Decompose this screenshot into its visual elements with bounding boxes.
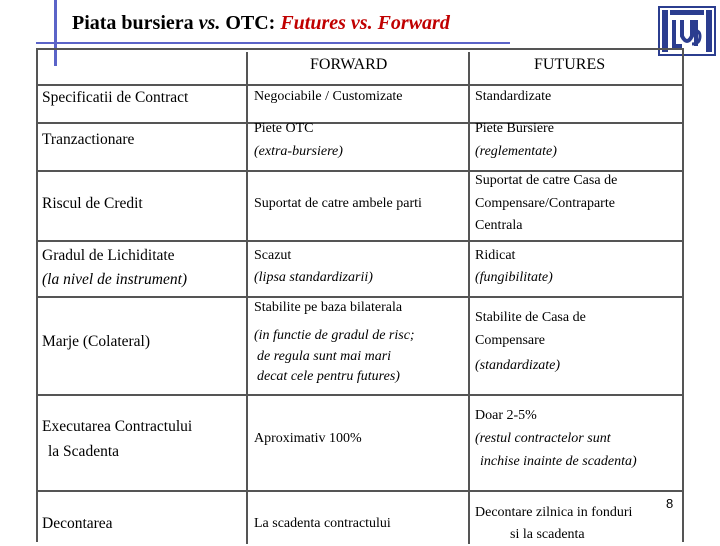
- futures-cell: inchise inainte de scadenta): [480, 454, 637, 469]
- forward-cell: (extra-bursiere): [254, 144, 343, 159]
- row-divider: [38, 122, 682, 124]
- forward-cell: Suportat de catre ambele parti: [254, 196, 422, 211]
- futures-cell: Standardizate: [475, 89, 552, 104]
- forward-cell: Scazut: [254, 248, 292, 263]
- row-label: Decontarea: [42, 515, 113, 532]
- column-divider-1: [246, 52, 248, 544]
- column-divider-2: [468, 52, 470, 544]
- futures-cell: (restul contractelor sunt: [475, 431, 611, 446]
- futures-cell: Compensare/Contraparte: [475, 196, 615, 211]
- slide-title: [72, 12, 450, 35]
- title-highlight: Futures vs. Forward: [280, 12, 450, 34]
- row-label: Specificatii de Contract: [42, 89, 189, 106]
- forward-cell: Aproximativ 100%: [254, 431, 362, 446]
- futures-cell: (fungibilitate): [475, 270, 553, 285]
- row-label: Executarea Contractului: [42, 418, 193, 435]
- futures-cell: si la scadenta: [510, 527, 585, 542]
- forward-cell: de regula sunt mai mari: [257, 349, 392, 364]
- row-label: (la nivel de instrument): [42, 271, 188, 288]
- futures-cell: Piete Bursiere: [475, 121, 554, 136]
- forward-cell: (in functie de gradul de risc;: [254, 328, 415, 343]
- row-divider: [38, 394, 682, 396]
- forward-cell: Negociabile / Customizate: [254, 89, 403, 104]
- title-part2: OTC:: [220, 12, 281, 34]
- page-number: 8: [666, 496, 674, 511]
- forward-cell: decat cele pentru futures): [257, 369, 400, 384]
- futures-cell: (reglementate): [475, 144, 557, 159]
- futures-cell: Stabilite de Casa de: [475, 310, 586, 325]
- futures-cell: Ridicat: [475, 248, 516, 263]
- row-label: Marje (Colateral): [42, 333, 151, 350]
- futures-cell: Compensare: [475, 333, 545, 348]
- header-futures: FUTURES: [534, 56, 606, 73]
- row-divider: [38, 240, 682, 242]
- title-accent-horizontal-line: [36, 42, 510, 44]
- futures-cell: Decontare zilnica in fonduri: [475, 505, 633, 520]
- row-divider: [38, 490, 682, 492]
- forward-cell: (lipsa standardizarii): [254, 270, 373, 285]
- futures-cell: Doar 2-5%: [475, 408, 537, 423]
- title-part1: Piata bursiera: [72, 12, 199, 34]
- forward-cell: Stabilite pe baza bilaterala: [254, 300, 403, 315]
- row-label: Riscul de Credit: [42, 195, 143, 212]
- row-label: Gradul de Lichiditate: [42, 247, 175, 264]
- forward-cell: Piete OTC: [254, 121, 314, 136]
- futures-cell: (standardizate): [475, 358, 561, 373]
- title-vs: vs.: [198, 12, 221, 34]
- forward-cell: La scadenta contractului: [254, 516, 391, 531]
- row-label: Tranzactionare: [42, 131, 135, 148]
- futures-cell: Suportat de catre Casa de: [475, 173, 618, 188]
- header-forward: FORWARD: [310, 56, 388, 73]
- futures-cell: Centrala: [475, 218, 523, 233]
- row-label: la Scadenta: [48, 443, 120, 460]
